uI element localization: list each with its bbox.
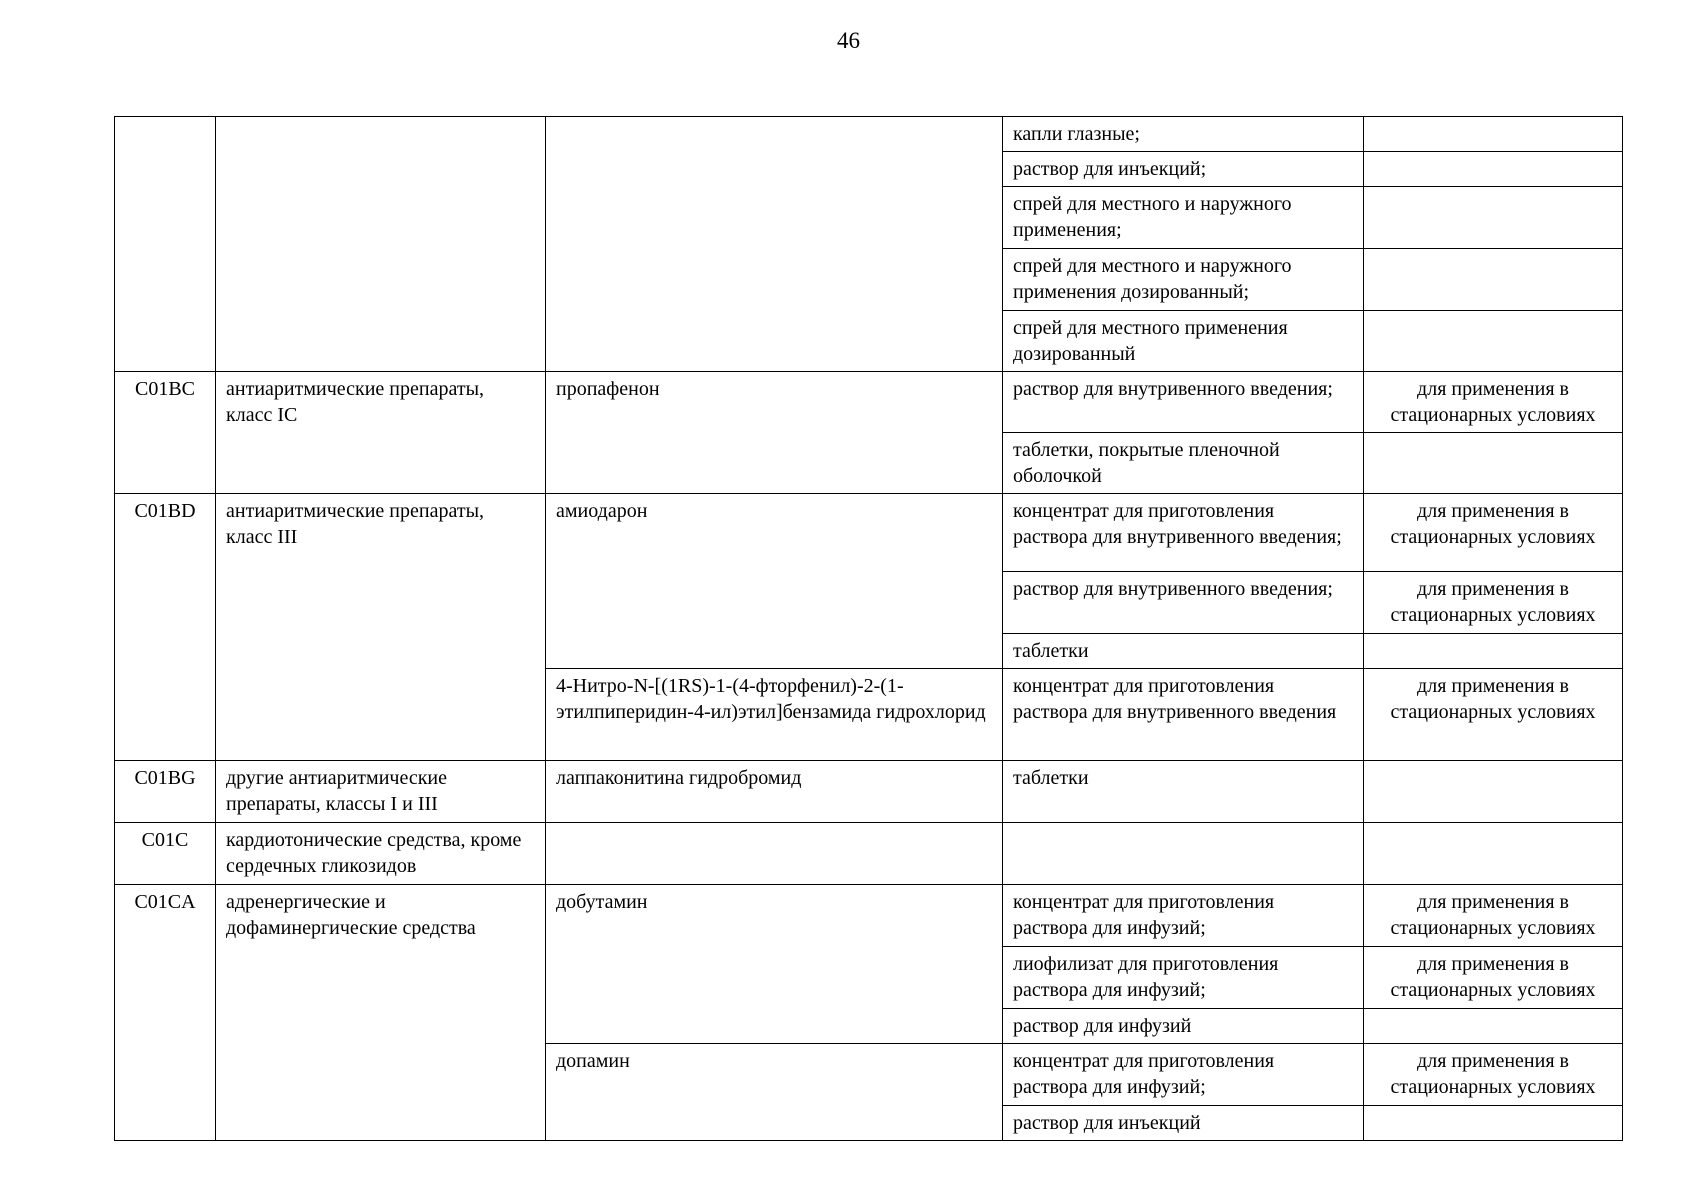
group-cell: кардиотонические средства, кроме сердечных гликозидов [216, 823, 546, 885]
substance-cell [546, 823, 1003, 885]
dosage-form-cell: спрей для местного и наружного применения; [1003, 187, 1364, 249]
atc-code-cell: C01BC [115, 372, 216, 494]
group-cell: антиаритмические препараты, класс III [216, 494, 546, 761]
atc-code-cell: C01BD [115, 494, 216, 761]
note-cell: для применения в стационарных условиях [1364, 572, 1623, 634]
group-cell: другие антиаритмические препараты, классы I и III [216, 761, 546, 823]
note-cell [1364, 311, 1623, 372]
substance-cell: 4-Нитро-N-[(1RS)-1-(4-фторфенил)-2-(1-этилпиперидин-4-ил)этил]бензамида гидрохлорид [546, 669, 1003, 761]
note-cell [1364, 634, 1623, 669]
note-cell: для применения в стационарных условиях [1364, 947, 1623, 1009]
dosage-form-cell: капли глазные; [1003, 117, 1364, 152]
note-cell [1364, 117, 1623, 152]
dosage-form-cell: концентрат для приготовления раствора для внутривенного введения [1003, 669, 1364, 761]
note-cell [1364, 249, 1623, 311]
drug-table [114, 116, 1623, 1141]
note-cell: для применения в стационарных условиях [1364, 372, 1623, 433]
note-cell [1364, 1009, 1623, 1044]
dosage-form-cell: концентрат для приготовления раствора для инфузий; [1003, 1044, 1364, 1106]
note-cell [1364, 433, 1623, 494]
atc-code-cell: C01CA [115, 885, 216, 1141]
note-cell [1364, 1106, 1623, 1141]
note-cell: для применения в стационарных условиях [1364, 1044, 1623, 1106]
dosage-form-cell: раствор для инъекций; [1003, 152, 1364, 187]
dosage-form-cell: раствор для внутривенного введения; [1003, 372, 1364, 433]
note-cell: для применения в стационарных условиях [1364, 885, 1623, 947]
code-cell [115, 117, 216, 372]
dosage-form-cell: концентрат для приготовления раствора для внутривенного введения; [1003, 494, 1364, 572]
dosage-form-cell: таблетки [1003, 761, 1364, 823]
note-cell: для применения в стационарных условиях [1364, 669, 1623, 761]
substance-cell: пропафенон [546, 372, 1003, 494]
page-number: 46 [837, 28, 860, 53]
dosage-form-cell: концентрат для приготовления раствора для инфузий; [1003, 885, 1364, 947]
note-cell [1364, 187, 1623, 249]
dosage-form-cell [1003, 823, 1364, 885]
group-cell [216, 117, 546, 372]
dosage-form-cell: таблетки [1003, 634, 1364, 669]
group-cell: антиаритмические препараты, класс IС [216, 372, 546, 494]
dosage-form-cell: раствор для инфузий [1003, 1009, 1364, 1044]
substance-cell: добутамин [546, 885, 1003, 1044]
dosage-form-cell: раствор для внутривенного введения; [1003, 572, 1364, 634]
dosage-form-cell: раствор для инъекций [1003, 1106, 1364, 1141]
dosage-form-cell: таблетки, покрытые пленочной оболочкой [1003, 433, 1364, 494]
table-row [115, 117, 1623, 152]
atc-code-cell: C01BG [115, 761, 216, 823]
table-row [115, 372, 1623, 433]
dosage-form-cell: спрей для местного и наружного применения дозированный; [1003, 249, 1364, 311]
dosage-form-cell: спрей для местного применения дозированный [1003, 311, 1364, 372]
substance-cell [546, 117, 1003, 372]
table-row [115, 494, 1623, 572]
atc-code-cell: C01C [115, 823, 216, 885]
note-cell: для применения в стационарных условиях [1364, 494, 1623, 572]
substance-cell: лаппаконитина гидробромид [546, 761, 1003, 823]
table-row [115, 823, 1623, 885]
note-cell [1364, 152, 1623, 187]
substance-cell: допамин [546, 1044, 1003, 1141]
group-cell: адренергические и дофаминергические средства [216, 885, 546, 1141]
table-row [115, 761, 1623, 823]
note-cell [1364, 823, 1623, 885]
substance-cell: амиодарон [546, 494, 1003, 669]
note-cell [1364, 761, 1623, 823]
table-row [115, 885, 1623, 947]
dosage-form-cell: лиофилизат для приготовления раствора для инфузий; [1003, 947, 1364, 1009]
